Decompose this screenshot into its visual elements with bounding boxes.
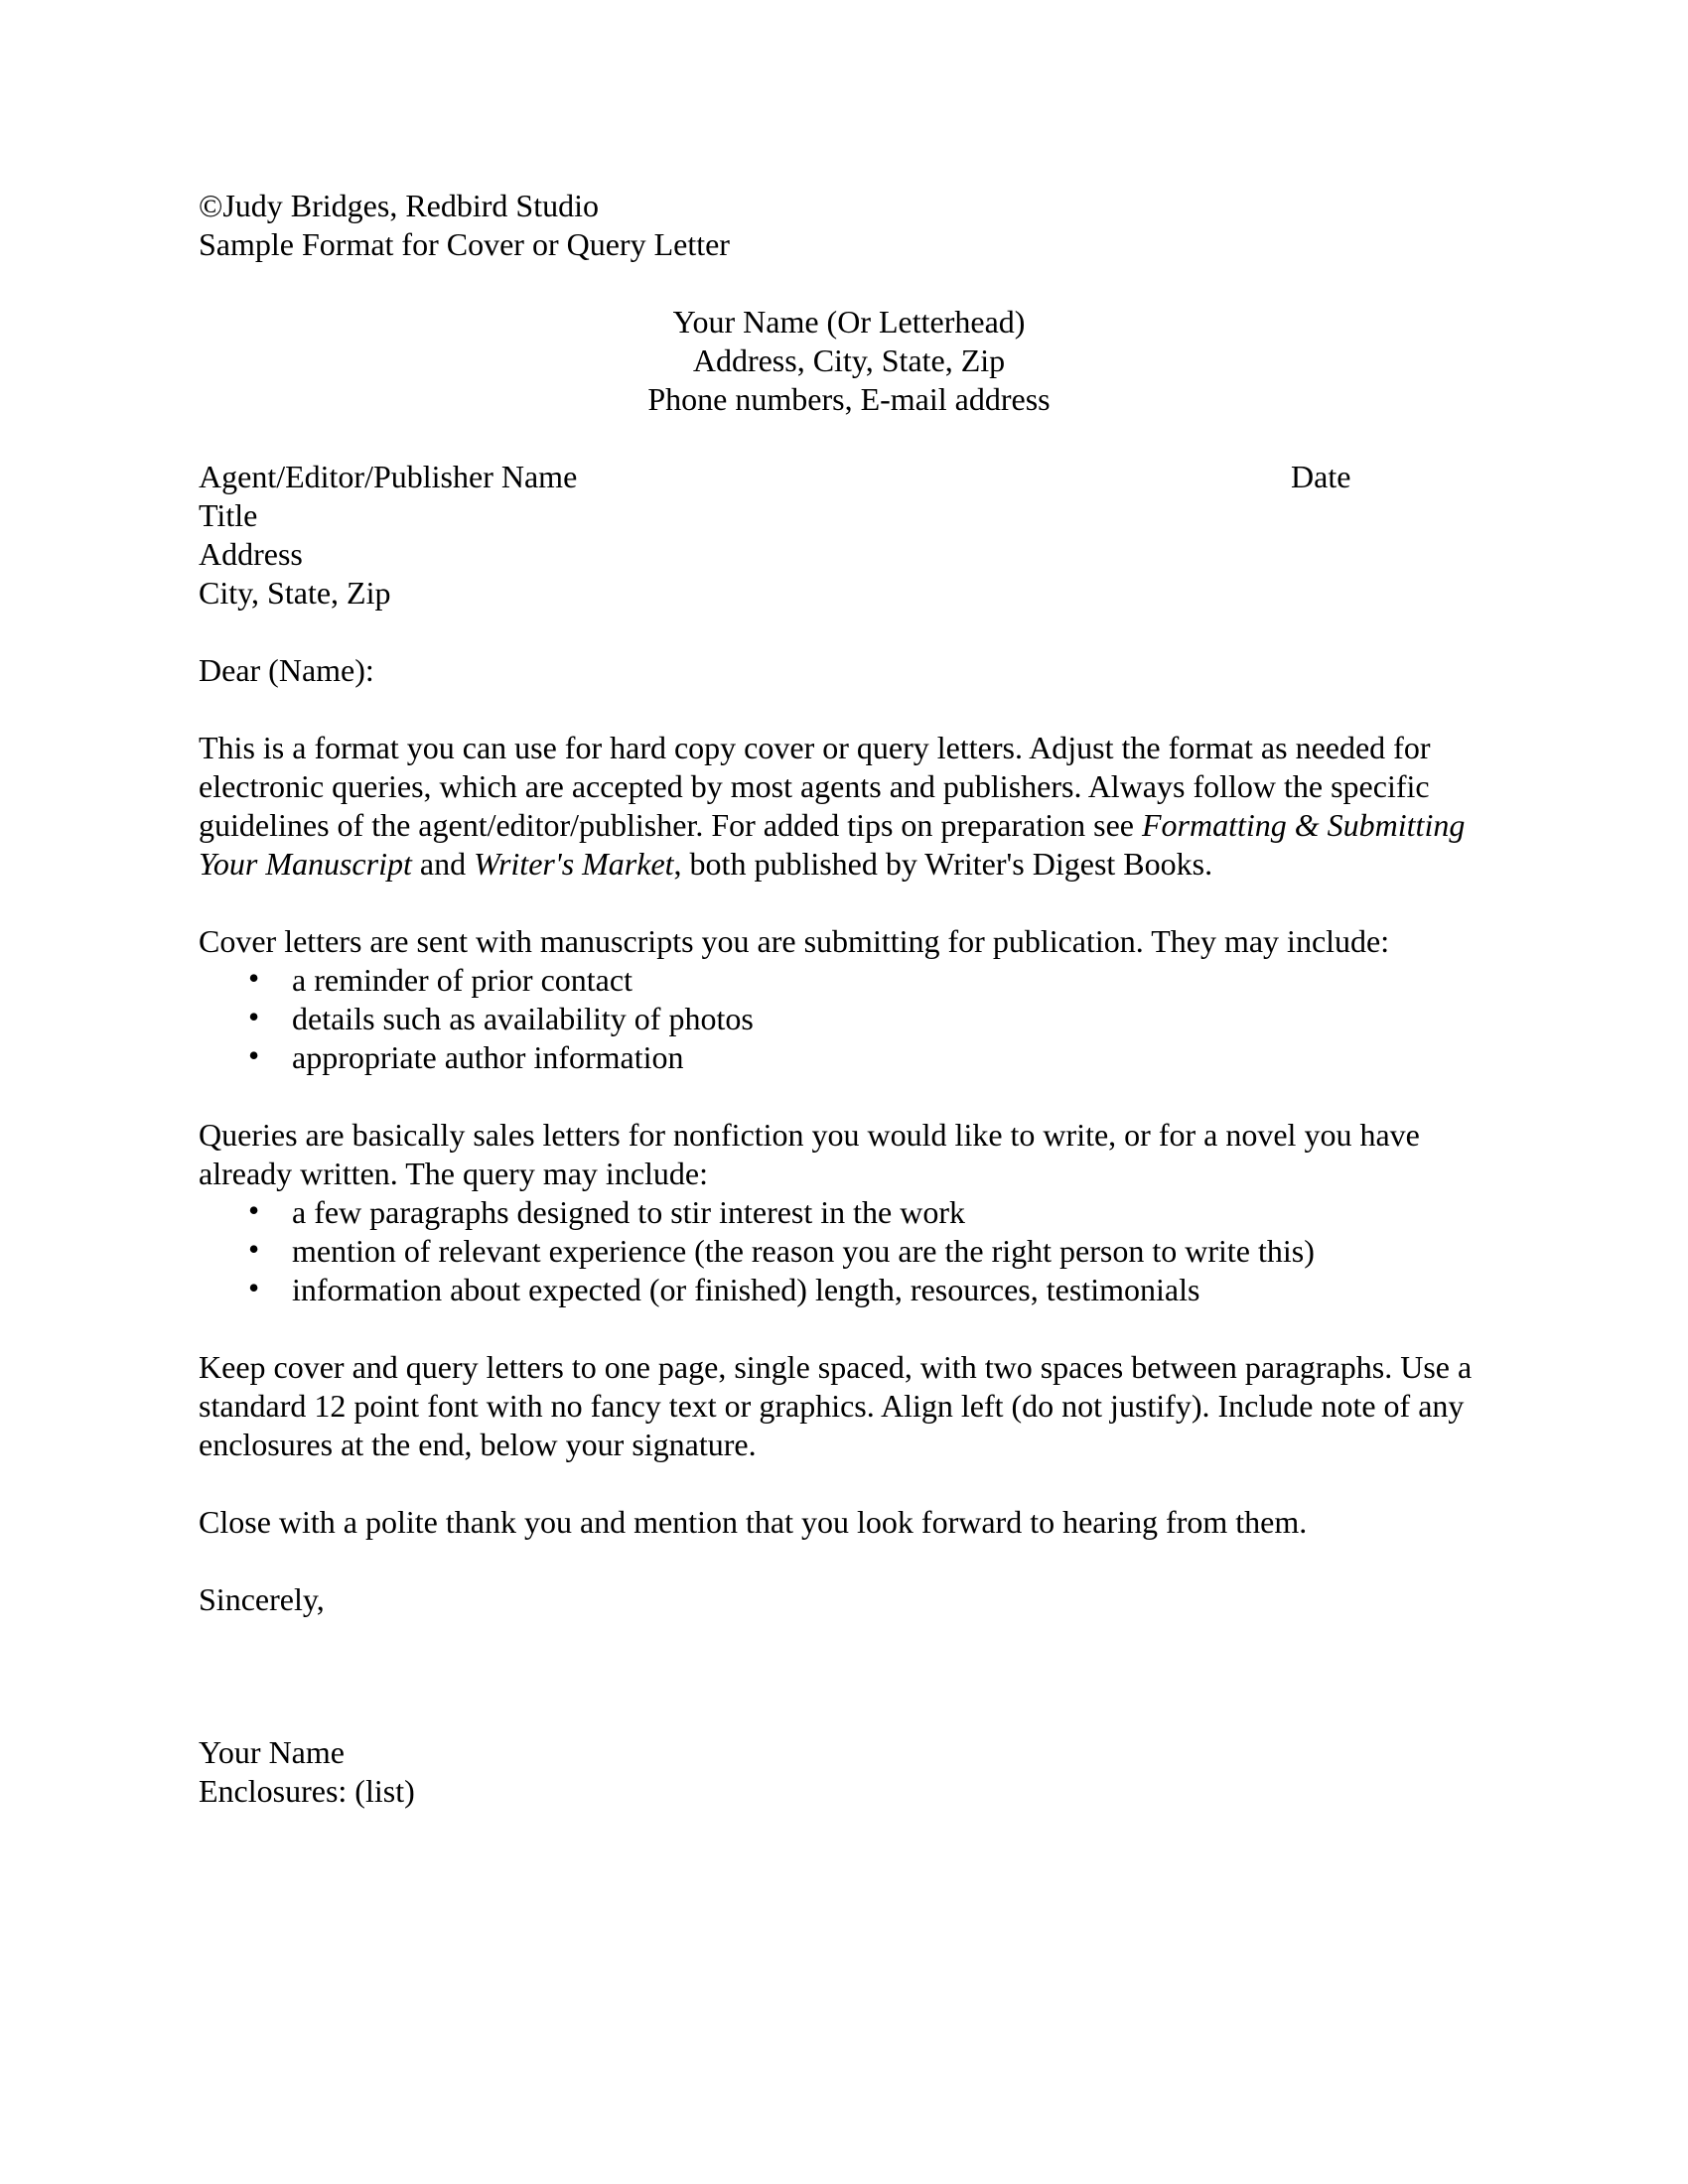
document-header <box>199 187 1499 264</box>
list-item <box>199 961 1499 1000</box>
cover-letters-lead: Cover letters are sent with manuscripts you are submitting for publication. They may include: <box>199 923 1390 959</box>
queries-bullet-2: information about expected (or finished) length, resources, testimonials <box>292 1272 1200 1307</box>
intro-text-1: This is a format you can use for hard copy cover or query letters. Adjust the format as needed for electronic queries, which are accepted by most agents and publishers. Always follow the specific guidelines of the agent/editor/publisher. For added tips on preparation see <box>199 730 1431 843</box>
bullet-icon: • <box>248 999 260 1034</box>
recipient-city-state-zip: City, State, Zip <box>199 575 391 611</box>
bullet-icon: • <box>248 1037 260 1073</box>
cover-letters-bullet-0: a reminder of prior contact <box>292 962 633 998</box>
cover-letters-section <box>199 922 1499 1077</box>
bullet-icon: • <box>248 1192 260 1228</box>
queries-section <box>199 1116 1499 1309</box>
intro-paragraph <box>199 729 1499 884</box>
formatting-advice-paragraph: Keep cover and query letters to one page, single spaced, with two spaces between paragraphs. Use a standard 12 point font with no fancy text or graphics. Align left (do not justify). Include note of any enclosures at the end, below your signature. <box>199 1349 1473 1462</box>
signoff: Sincerely, <box>199 1581 325 1617</box>
list-item <box>199 1193 1499 1232</box>
queries-lead: Queries are basically sales letters for nonfiction you would like to write, or for a novel you have already written. The query may include: <box>199 1117 1420 1191</box>
queries-bullet-1: mention of relevant experience (the reason you are the right person to write this) <box>292 1233 1315 1269</box>
letterhead-contact: Phone numbers, E-mail address <box>647 381 1051 417</box>
recipient-address: Address <box>199 536 303 572</box>
list-item <box>199 1271 1499 1309</box>
list-item <box>199 1038 1499 1077</box>
intro-book-title-1: Formatting & Submitting Your Manuscript <box>199 807 1466 882</box>
cover-letters-bullet-list <box>199 961 1499 1077</box>
letterhead-name: Your Name (Or Letterhead) <box>672 304 1026 340</box>
list-item <box>199 1232 1499 1271</box>
recipient-block <box>199 458 1499 613</box>
letterhead-address: Address, City, State, Zip <box>692 342 1006 378</box>
bullet-icon: • <box>248 1231 260 1267</box>
recipient-name-row <box>199 458 1499 496</box>
signature-block <box>199 1733 1499 1811</box>
salutation: Dear (Name): <box>199 652 374 688</box>
date-placeholder: Date <box>1291 459 1351 494</box>
letterhead-block <box>199 303 1499 419</box>
bullet-icon: • <box>248 1270 260 1305</box>
intro-text-2: and <box>411 846 475 882</box>
recipient-title: Title <box>199 497 258 533</box>
intro-text-3: , both published by Writer's Digest Books. <box>673 846 1213 882</box>
list-item <box>199 1000 1499 1038</box>
bullet-icon: • <box>248 960 260 996</box>
closing-advice-paragraph: Close with a polite thank you and mention that you look forward to hearing from them. <box>199 1504 1308 1540</box>
copyright-line: ©Judy Bridges, Redbird Studio <box>199 188 599 223</box>
cover-letters-bullet-1: details such as availability of photos <box>292 1001 754 1036</box>
signature-name: Your Name <box>199 1734 345 1770</box>
cover-letters-bullet-2: appropriate author information <box>292 1039 684 1075</box>
queries-bullet-list <box>199 1193 1499 1309</box>
recipient-name: Agent/Editor/Publisher Name <box>199 459 578 494</box>
queries-bullet-0: a few paragraphs designed to stir interest in the work <box>292 1194 966 1230</box>
enclosures-line: Enclosures: (list) <box>199 1773 415 1809</box>
intro-book-title-2: Writer's Market <box>474 846 674 882</box>
document-subtitle: Sample Format for Cover or Query Letter <box>199 226 730 262</box>
